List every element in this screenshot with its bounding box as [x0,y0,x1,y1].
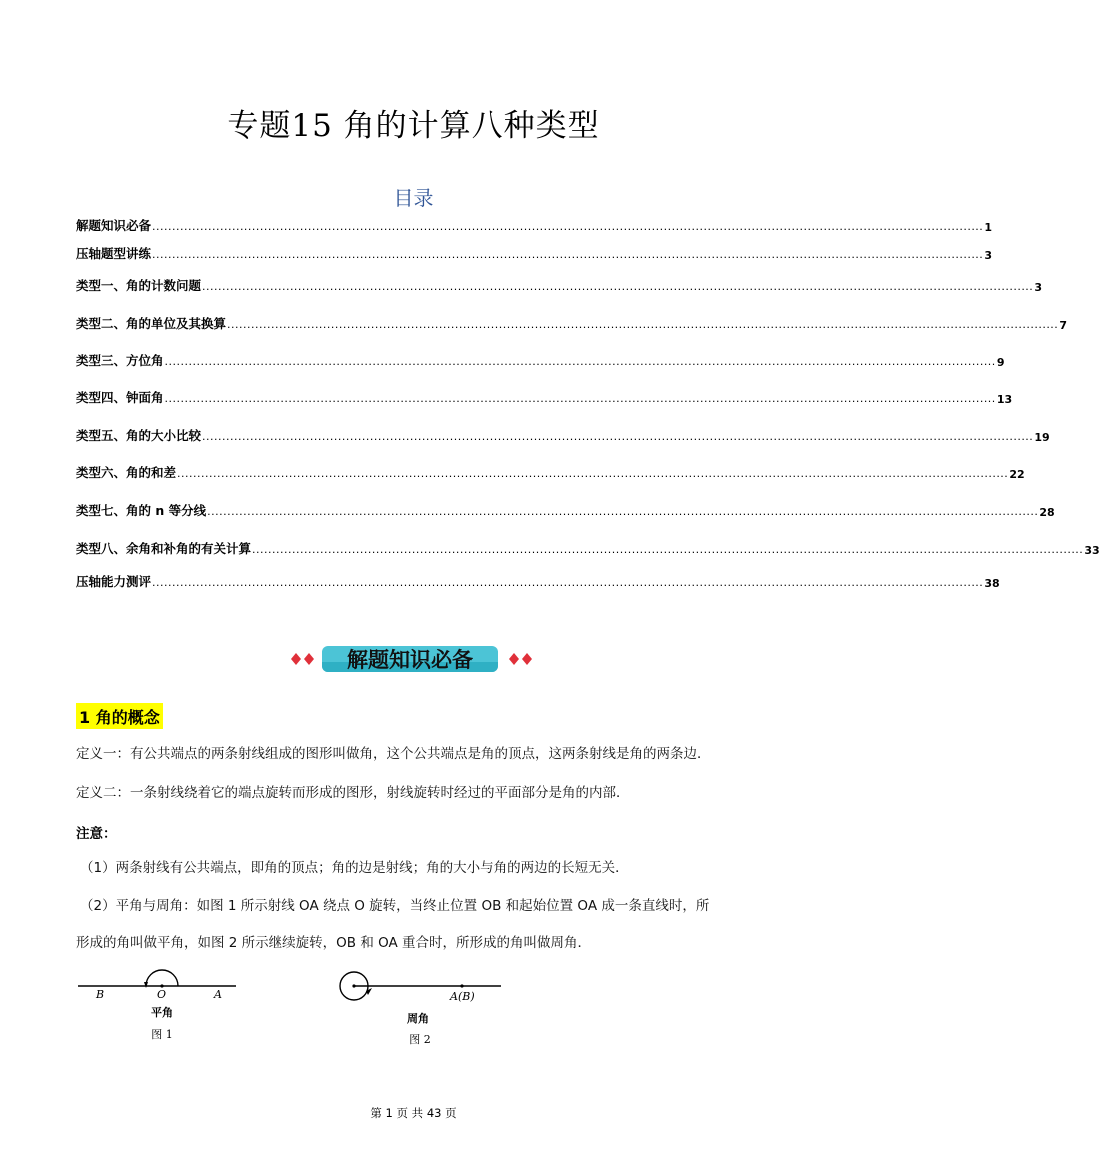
toc-entry-label: 压轴能力测评 [76,574,152,589]
toc-dot-leader: ................................................................................................................................................................................................................ [177,467,1009,480]
toc-entry-label: 类型八、余角和补角的有关计算 [76,541,252,556]
toc-entry-label: 类型六、角的和差 [76,465,177,480]
diamond-icon [508,652,538,666]
toc-dot-leader: ................................................................................................................................................................................................................ [202,430,1034,443]
toc-entry-label: 类型五、角的大小比较 [76,428,202,443]
page-footer: 第 1 页 共 43 页 [370,1106,457,1120]
toc-entry-page: 38 [984,577,1000,590]
toc-dot-leader: ................................................................................................................................................................................................................ [202,280,1034,293]
toc-entry-label: 类型四、钟面角 [76,390,164,405]
toc-entry-page: 9 [996,356,1005,369]
toc-dot-leader: ................................................................................................................................................................................................................ [152,220,984,233]
toc-dot-leader: ................................................................................................................................................................................................................ [227,318,1059,331]
toc-entry[interactable] [76,212,992,234]
figure-2-name: 周角 [407,1012,429,1025]
note-item-1: （1）两条射线有公共端点，即角的顶点；角的边是射线；角的大小与角的两边的长短无关． [80,860,629,876]
toc-entry-label: 解题知识必备 [76,218,152,233]
toc-entry[interactable] [76,240,992,262]
full-angle-diagram [336,966,511,1006]
point-label-a: A [214,988,222,1001]
diamond-icon [290,652,320,666]
toc-entry[interactable] [76,459,1025,481]
definition-two: 定义二：一条射线绕着它的端点旋转而形成的图形，射线旋转时经过的平面部分是角的内部． [76,785,630,801]
toc-entry-label: 类型二、角的单位及其换算 [76,316,227,331]
section-banner [288,642,540,678]
toc-entry-page: 13 [996,393,1013,406]
note-label: 注意： [76,826,117,842]
point-label-b: B [96,988,105,1001]
toc-dot-leader: ................................................................................................................................................................................................................ [252,543,1084,556]
note-item-2-line-1: （2）平角与周角：如图 1 所示射线 OA 绕点 O 旋转，当终止位置 OB 和起始位置 OA 成一条直线时，所 [80,898,710,914]
note-item-2-line-2: 形成的角叫做平角，如图 2 所示继续旋转，OB 和 OA 重合时，所形成的角叫做周角． [76,935,592,951]
toc-entry-page: 3 [1034,281,1042,294]
toc-entry-page: 33 [1084,544,1100,557]
toc-entry[interactable] [76,272,1042,294]
toc-entry-page: 1 [984,221,992,234]
figure-1-name: 平角 [151,1006,173,1019]
toc-entry-page: 19 [1034,431,1050,444]
toc-entry[interactable] [76,347,1005,369]
toc-dot-leader: ................................................................................................................................................................................................................ [164,392,996,405]
point-label-o: O [157,988,167,1001]
toc-entry-page: 3 [984,249,992,262]
toc-dot-leader: ................................................................................................................................................................................................................ [164,355,996,368]
toc-entry-label: 类型三、方位角 [76,353,164,368]
figure-1-caption: 图 1 [151,1028,173,1041]
page-title: 专题15 角的计算八种类型 [227,108,600,144]
toc-entry[interactable] [76,535,1100,557]
toc-entry[interactable] [76,422,1050,444]
figure-1-straight-angle [76,966,246,1046]
toc-entry-label: 类型一、角的计数问题 [76,278,202,293]
definition-one: 定义一：有公共端点的两条射线组成的图形叫做角，这个公共端点是角的顶点，这两条射线是角的两条边． [76,746,711,762]
toc-entry-page: 7 [1059,319,1067,332]
toc-dot-leader: ................................................................................................................................................................................................................ [152,576,984,589]
toc-dot-leader: ................................................................................................................................................................................................................ [207,505,1039,518]
toc-entry-page: 28 [1039,506,1055,519]
section-heading: 1 角的概念 [76,703,163,729]
toc-heading: 目录 [393,186,434,210]
point-label-a-b: A(B) [450,990,475,1003]
banner-title: 解题知识必备 [347,648,473,672]
toc-entry-label: 类型七、角的 n 等分线 [76,503,207,518]
figure-2-full-angle [336,966,511,1052]
toc-entry[interactable] [76,310,1067,332]
toc-entry[interactable] [76,497,1055,519]
figure-2-caption: 图 2 [409,1033,431,1046]
toc-entry-label: 压轴题型讲练 [76,246,152,261]
toc-entry[interactable] [76,568,1000,590]
toc-entry-page: 22 [1009,468,1025,481]
toc-entry[interactable] [76,384,1013,406]
toc-dot-leader: ................................................................................................................................................................................................................ [152,248,984,261]
